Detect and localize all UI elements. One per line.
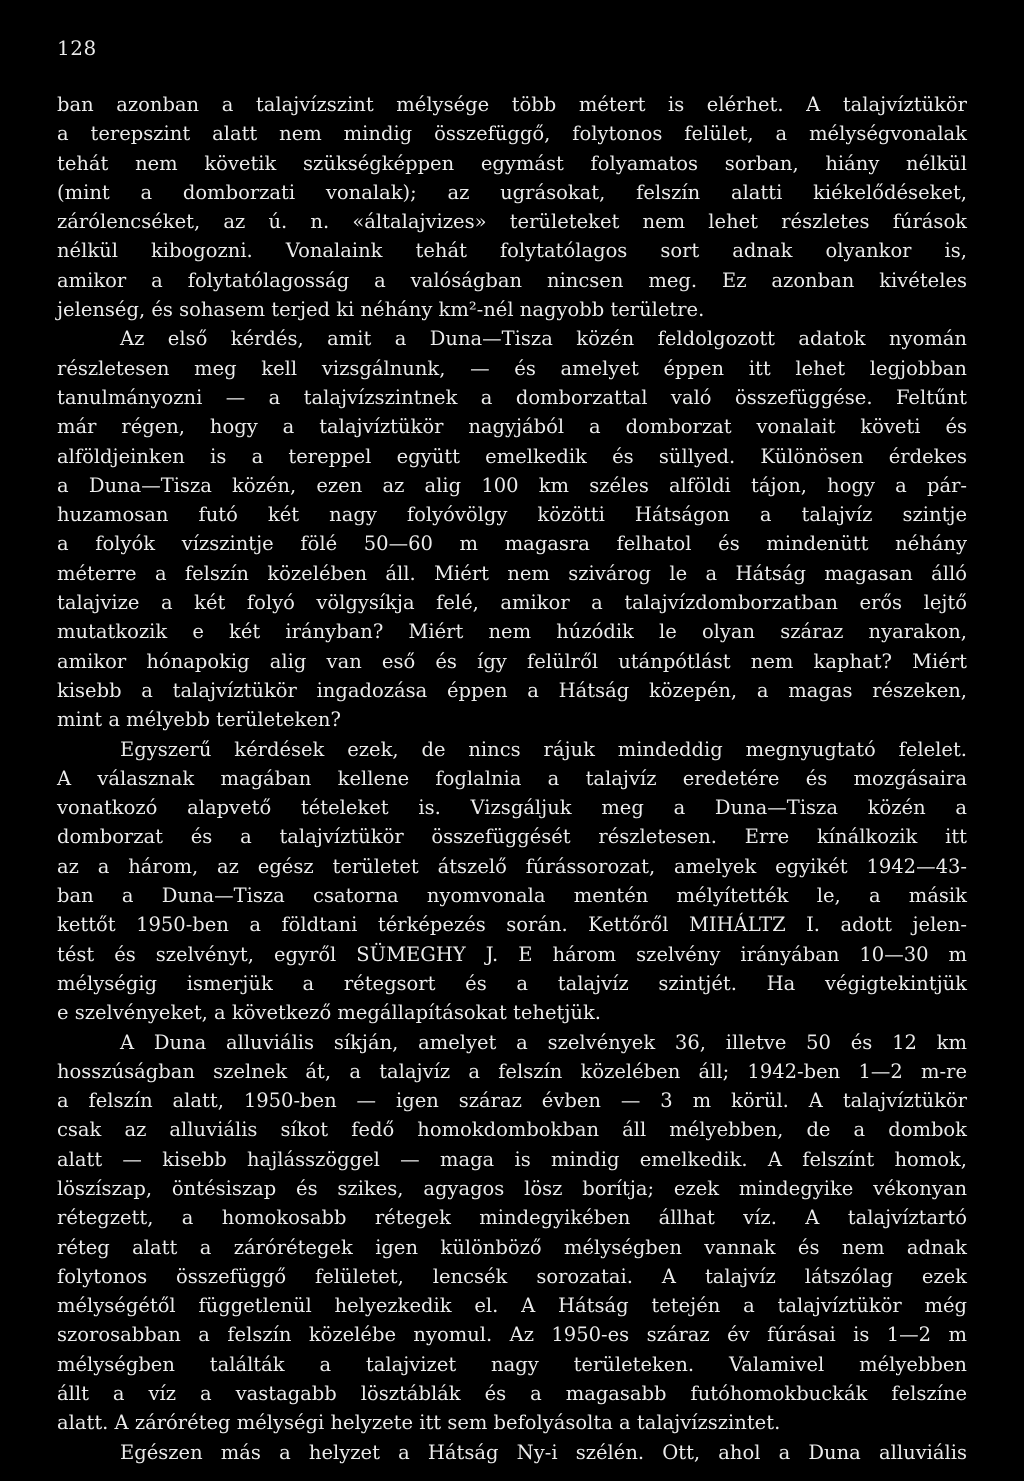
text-line: (mint a domborzati vonalak); az ugrásokat, felszín alatti kiékelődéseket,: [57, 180, 967, 204]
text-line: A Duna alluviális síkján, amelyet a szelvények 36, illetve 50 és 12 km: [120, 1030, 967, 1054]
text-line: huzamosan futó két nagy folyóvölgy közötti Hátságon a talajvíz szintje: [57, 503, 967, 527]
text-line: mint a mélyebb területeken?: [57, 708, 341, 732]
text-line: alatt. A záróréteg mélységi helyzete itt sem befolyásolta a talajvízszintet.: [57, 1411, 781, 1435]
text-line: kisebb a talajvíztükör ingadozása éppen a Hátság közepén, a magas részeken,: [57, 678, 967, 702]
text-line: jelenség, és sohasem terjed ki néhány km²-nél nagyobb területre.: [57, 298, 705, 322]
text-line: vonatkozó alapvető tételeket is. Vizsgáljuk meg a Duna—Tisza közén a: [57, 796, 967, 820]
text-line: domborzat és a talajvíztükör összefüggését részletesen. Erre kínálkozik itt: [57, 825, 967, 849]
text-line: talajvize a két folyó völgysíkja felé, amikor a talajvízdomborzatban erős lejtő: [57, 591, 967, 615]
text-line: már régen, hogy a talajvíztükör nagyjából a domborzat vonalait követi és: [57, 415, 967, 439]
text-line: A válasznak magában kellene foglalnia a talajvíz eredetére és mozgásaira: [57, 766, 967, 790]
text-line: a felszín alatt, 1950-ben — igen száraz évben — 3 m körül. A talajvíztükör: [57, 1089, 967, 1113]
text-line: alatt — kisebb hajlásszöggel — maga is mindig emelkedik. A felszínt homok,: [57, 1147, 967, 1171]
text-line: folytonos összefüggő felületet, lencsék sorozatai. A talajvíz látszólag ezek: [57, 1264, 967, 1288]
text-line: amikor a folytatólagosság a valóságban nincsen meg. Ez azonban kivételes: [57, 268, 967, 292]
text-line: réteg alatt a zárórétegek igen különböző mélységben vannak és nem adnak: [57, 1235, 967, 1259]
text-line: tanulmányozni — a talajvízszintnek a domborzattal való összefüggése. Feltűnt: [57, 385, 967, 409]
text-line: Egészen más a helyzet a Hátság Ny-i szélén. Ott, ahol a Duna alluviális: [120, 1440, 967, 1464]
text-line: mutatkozik e két irányban? Miért nem húzódik le olyan száraz nyarakon,: [57, 620, 967, 644]
text-line: tehát nem követik szükségképpen egymást folyamatos sorban, hiány nélkül: [57, 151, 967, 175]
text-line: löszíszap, öntésiszap és szikes, agyagos lösz borítja; ezek mindegyike vékonyan: [57, 1176, 967, 1200]
text-line: ban a Duna—Tisza csatorna nyomvonala mentén mélyítették le, a másik: [57, 884, 967, 908]
text-line: rétegzett, a homokosabb rétegek mindegyikében állhat víz. A talajvíztartó: [57, 1206, 967, 1230]
text-line: Egyszerű kérdések ezek, de nincs rájuk mindeddig megnyugtató felelet.: [120, 737, 967, 761]
text-line: alföldjeinken is a tereppel együtt emelkedik és süllyed. Különösen érdekes: [57, 444, 967, 468]
text-line: tést és szelvényt, egyről SÜMEGHY J. E három szelvény irányában 10—30 m: [57, 942, 967, 966]
text-line: kettőt 1950-ben a földtani térképezés során. Kettőről MIHÁLTZ I. adott jelen-: [57, 913, 967, 937]
text-line: zárólencséket, az ú. n. «általajvizes» területeket nem lehet részletes fúrások: [57, 210, 967, 234]
text-line: a terepszint alatt nem mindig összefüggő, folytonos felület, a mélységvonalak: [57, 122, 967, 146]
text-line: méterre a felszín közelében áll. Miért nem szivárog le a Hátság magasan álló: [57, 561, 967, 585]
text-line: részletesen meg kell vizsgálnunk, — és amelyet éppen itt lehet legjobban: [57, 356, 967, 380]
text-line: hosszúságban szelnek át, a talajvíz a felszín közelében áll; 1942-ben 1—2 m-re: [57, 1059, 967, 1083]
text-line: amikor hónapokig alig van eső és így felülről utánpótlást nem kaphat? Miért: [57, 649, 967, 673]
text-line: mélységig ismerjük a rétegsort és a talajvíz szintjét. Ha végigtekintjük: [57, 971, 967, 995]
page-number: 128: [57, 36, 97, 60]
text-line: mélységben találták a talajvizet nagy területeken. Valamivel mélyebben: [57, 1352, 967, 1376]
body-text: [57, 90, 967, 1467]
text-line: szorosabban a felszín közelébe nyomul. Az 1950-es száraz év fúrásai is 1—2 m: [57, 1323, 967, 1347]
text-line: a folyók vízszintje fölé 50—60 m magasra felhatol és mindenütt néhány: [57, 532, 967, 556]
text-line: ban azonban a talajvízszint mélysége több métert is elérhet. A talajvíztükör: [57, 93, 967, 116]
text-line: e szelvényeket, a következő megállapításokat tehetjük.: [57, 1001, 601, 1025]
text-line: mélységétől függetlenül helyezkedik el. A Hátság tetején a talajvíztükör még: [57, 1294, 967, 1318]
text-line: Az első kérdés, amit a Duna—Tisza közén feldolgozott adatok nyomán: [120, 327, 967, 351]
text-line: nélkül kibogozni. Vonalaink tehát folytatólagos sort adnak olyankor is,: [57, 239, 967, 263]
text-line: állt a víz a vastagabb lösztáblák és a magasabb futóhomokbuckák felszíne: [57, 1382, 967, 1406]
text-line: az a három, az egész területet átszelő fúrássorozat, amelyek egyikét 1942—43-: [57, 854, 967, 878]
text-line: csak az alluviális síkot fedő homokdombokban áll mélyebben, de a dombok: [57, 1118, 967, 1142]
text-line: a Duna—Tisza közén, ezen az alig 100 km széles alföldi tájon, hogy a pár-: [57, 473, 967, 497]
